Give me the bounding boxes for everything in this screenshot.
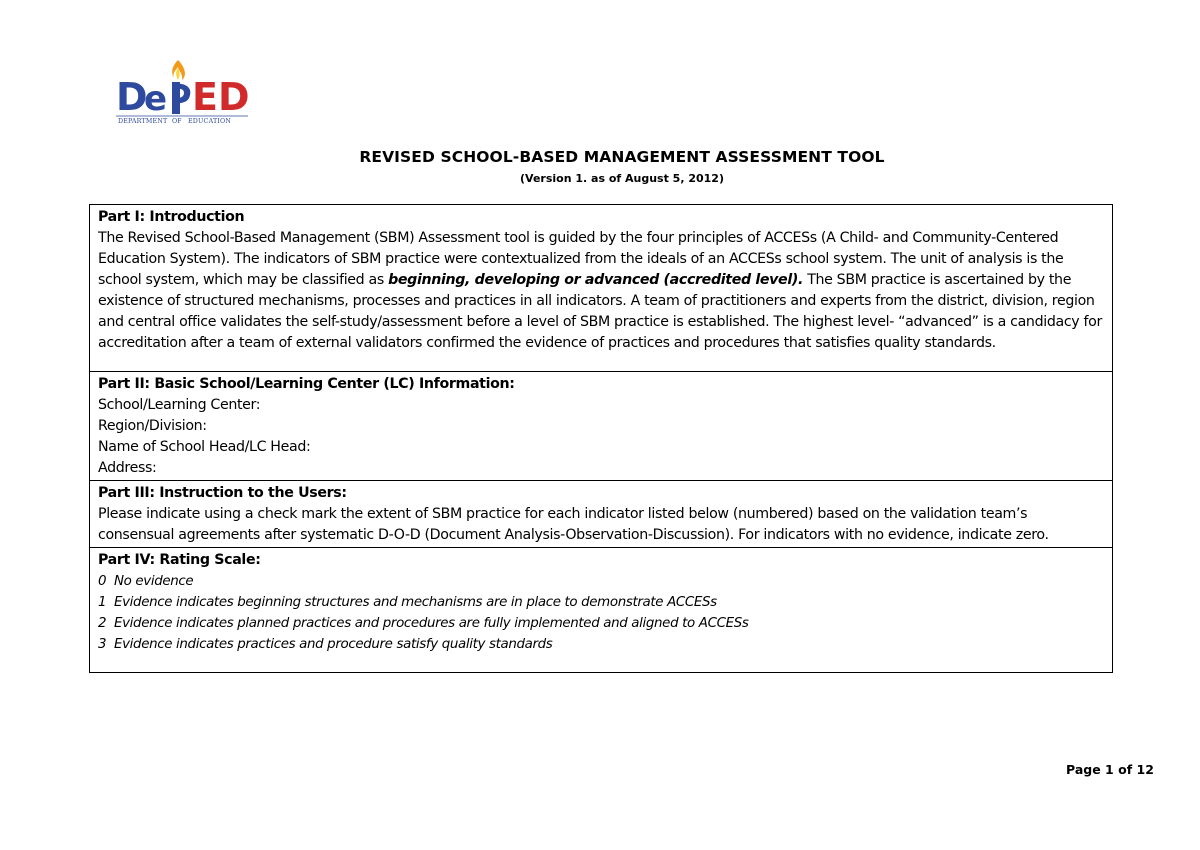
deped-logo (112, 58, 252, 126)
school-head-field-label: Name of School Head/LC Head: (98, 439, 311, 455)
part1-cell (90, 205, 1113, 372)
region-field-label: Region/Division: (98, 418, 207, 434)
page-number: Page 1 of 12 (1066, 762, 1154, 777)
part4-title: Part IV: Rating Scale: (98, 552, 261, 568)
svg-text:e: e (144, 79, 168, 119)
part1-row (90, 205, 1113, 372)
svg-text:DEPARTMENT: DEPARTMENT (118, 118, 168, 125)
svg-text:ED: ED (192, 75, 250, 119)
document-version: (Version 1. as of August 5, 2012) (520, 172, 724, 185)
assessment-parts-table (89, 204, 1113, 673)
part1-text-1: The Revised School-Based Management (SBM) Assessment tool is guided by the four principles of ACCESs (A Child- and Community-Centered Education System). The indicators of SBM practice were contextualized from the ideals of an ACCESs school system. The unit of analysis is the school system, which may be classified as (98, 230, 1064, 288)
part3-row (90, 481, 1113, 548)
part1-text (98, 228, 1104, 354)
rating-scale-item: 1 Evidence indicates beginning structures and mechanisms are in place to demonstrate ACCESs (98, 595, 717, 610)
document-title: REVISED SCHOOL-BASED MANAGEMENT ASSESSMENT TOOL (359, 148, 885, 166)
svg-text:EDUCATION: EDUCATION (188, 118, 232, 125)
part2-title: Part II: Basic School/Learning Center (LC) Information: (98, 376, 515, 392)
rating-scale-item: 3 Evidence indicates practices and procedure satisfy quality standards (98, 637, 553, 652)
part2-row (90, 372, 1113, 481)
part1-title: Part I: Introduction (98, 209, 245, 225)
school-field-label: School/Learning Center: (98, 397, 261, 413)
rating-scale-item: 2 Evidence indicates planned practices and procedures are fully implemented and aligned to ACCESs (98, 616, 749, 631)
part4-cell (90, 548, 1113, 673)
svg-text:OF: OF (172, 118, 182, 125)
part3-title: Part III: Instruction to the Users: (98, 485, 347, 501)
address-field-label: Address: (98, 460, 157, 476)
svg-text:D: D (116, 75, 148, 119)
part3-text: Please indicate using a check mark the extent of SBM practice for each indicator listed below (numbered) based on the validation team’s consensual agreements after systematic D-O-D (Document Analysis-Observation-Discussion). For indicators with no evidence, indicate zero. (98, 506, 1049, 543)
part2-cell (90, 372, 1113, 481)
part1-text-2: The SBM practice is ascertained by the existence of structured mechanisms, processes and practices in all indicators. A team of practitioners and experts from the district, division, region and central office validates the self-study/assessment before a level of SBM practice is established. The highest level- “advanced” is a candidacy for accreditation after a team of external validators confirmed the evidence of practices and procedures that satisfies quality standards. (98, 272, 1102, 351)
part1-text-emphasis: beginning, developing or advanced (accredited level). (388, 272, 804, 288)
part3-cell (90, 481, 1113, 548)
rating-scale-item: 0 No evidence (98, 574, 194, 589)
part4-row (90, 548, 1113, 673)
